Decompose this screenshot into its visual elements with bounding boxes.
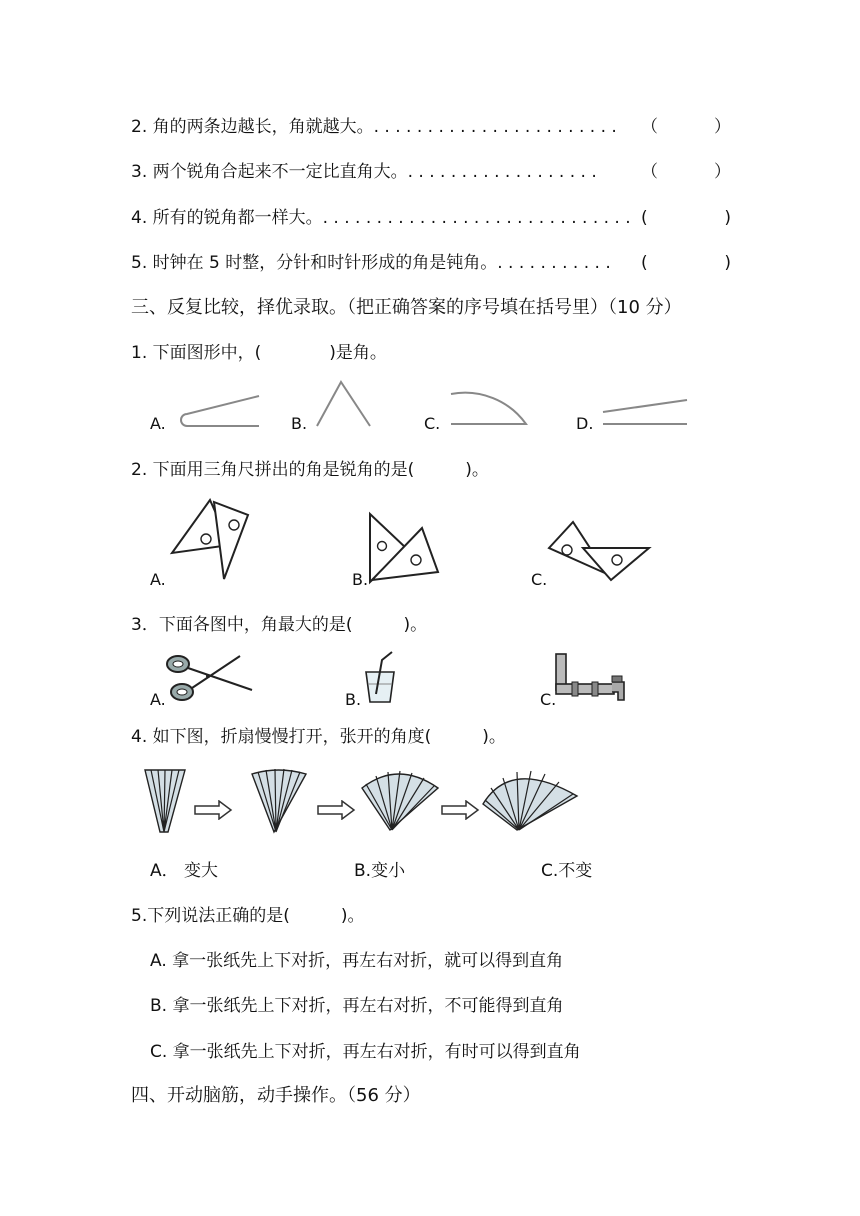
answer-paren-close: ) bbox=[724, 208, 731, 228]
q1-figure-d bbox=[601, 396, 691, 428]
fan-stage-3 bbox=[360, 766, 440, 834]
question-2: 2. 下面用三角尺拼出的角是锐角的是( )。 bbox=[131, 460, 489, 480]
water-pipe-faucet-icon bbox=[552, 652, 630, 706]
q4-option-a: A． 变大 bbox=[150, 861, 219, 881]
q1-figure-b bbox=[314, 378, 374, 430]
fan-stage-1 bbox=[143, 766, 189, 834]
tf-statement: 2. 角的两条边越长，角就越大。. . . . . . . . . . . . . . . . . . . . . . . bbox=[131, 117, 617, 137]
tf-statement: 5. 时钟在 5 时整，分针和时针形成的角是钝角。. . . . . . . . . . . bbox=[131, 253, 611, 273]
answer-paren-close: ） bbox=[714, 162, 731, 182]
q1-option-c-label: C. bbox=[424, 414, 441, 433]
answer-paren-open: （ bbox=[641, 162, 658, 182]
answer-paren-close: ) bbox=[724, 253, 731, 273]
q3-option-a-label: A. bbox=[150, 690, 166, 709]
q1-figure-a bbox=[173, 392, 263, 432]
q2-option-c-label: C. bbox=[531, 570, 548, 589]
section-3-title: 三、反复比较，择优录取。（把正确答案的序号填在括号里）（10 分） bbox=[131, 297, 682, 318]
answer-paren-close: ） bbox=[714, 117, 731, 137]
q3-option-c-label: C. bbox=[540, 690, 557, 709]
q3-option-b-label: B. bbox=[345, 690, 362, 709]
q1-option-b-label: B. bbox=[291, 414, 308, 433]
q4-option-b: B.变小 bbox=[354, 861, 406, 881]
glass-with-straw-icon bbox=[362, 650, 398, 706]
arrow-right-icon bbox=[316, 800, 356, 820]
q2-figure-b bbox=[364, 510, 444, 586]
q5-option-b: B. 拿一张纸先上下对折，再左右对折，不可能得到直角 bbox=[150, 996, 564, 1016]
tf-statement: 4. 所有的锐角都一样大。. . . . . . . . . . . . . . . . . . . . . . . . . . . . . bbox=[131, 208, 631, 228]
fan-stage-4 bbox=[481, 766, 579, 834]
q5-option-c: C. 拿一张纸先上下对折，再左右对折，有时可以得到直角 bbox=[150, 1042, 581, 1062]
answer-paren-open: ( bbox=[641, 208, 648, 228]
question-3: 3．下面各图中，角最大的是( )。 bbox=[131, 615, 428, 635]
q4-option-c: C.不变 bbox=[541, 861, 593, 881]
q1-figure-c bbox=[448, 390, 530, 430]
arrow-right-icon bbox=[193, 800, 233, 820]
q2-option-a-label: A. bbox=[150, 570, 166, 589]
question-4: 4. 如下图，折扇慢慢打开，张开的角度( )。 bbox=[131, 727, 506, 747]
question-1: 1. 下面图形中，( )是角。 bbox=[131, 343, 387, 363]
answer-paren-open: ( bbox=[641, 253, 648, 273]
q2-figure-a bbox=[168, 495, 253, 585]
q1-option-d-label: D. bbox=[576, 414, 594, 433]
tf-statement: 3. 两个锐角合起来不一定比直角大。. . . . . . . . . . . . . . . . . . bbox=[131, 162, 597, 182]
q1-option-a-label: A. bbox=[150, 414, 166, 433]
question-5: 5.下列说法正确的是( )。 bbox=[131, 906, 365, 926]
answer-paren-open: （ bbox=[641, 117, 658, 137]
fan-stage-2 bbox=[250, 766, 308, 834]
scissors-icon bbox=[164, 650, 256, 706]
q2-figure-c bbox=[545, 518, 655, 584]
q5-option-a: A. 拿一张纸先上下对折，再左右对折，就可以得到直角 bbox=[150, 951, 564, 971]
q2-option-b-label: B. bbox=[352, 570, 369, 589]
section-4-title: 四、开动脑筋，动手操作。（56 分） bbox=[131, 1085, 421, 1106]
arrow-right-icon bbox=[440, 800, 480, 820]
